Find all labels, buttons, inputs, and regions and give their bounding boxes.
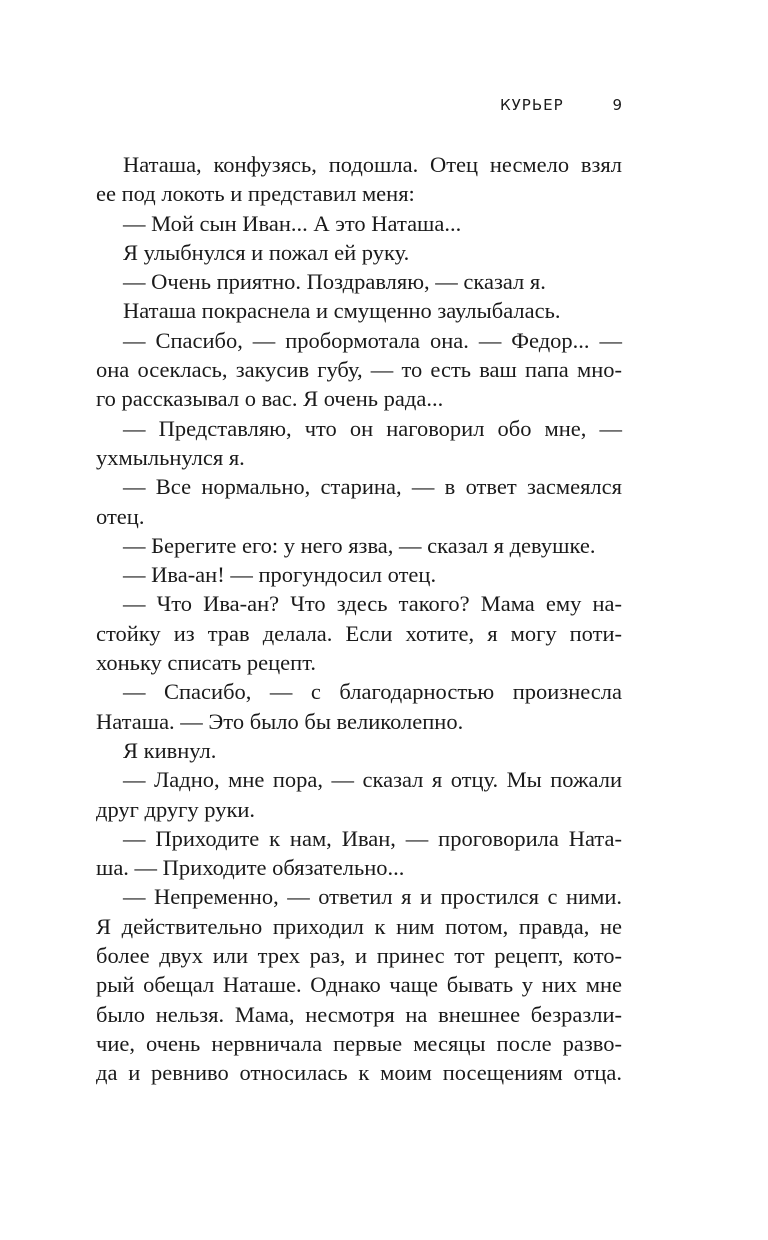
text-line: — Ива-ан! — прогундосил отец.: [123, 562, 437, 588]
text-line: друг другу руки.: [96, 796, 256, 822]
text-line: ухмыльнулся я.: [96, 444, 245, 470]
text-line: Я кивнул.: [123, 737, 217, 763]
text-line: — Очень приятно. Поздравляю, — сказал я.: [123, 269, 546, 295]
text-line: она осеклась, закусив губу, — то есть ваш папа мно-: [96, 357, 622, 383]
text-line: отец.: [96, 503, 145, 529]
text-line: хоньку списать рецепт.: [96, 650, 316, 676]
text-line: — Представляю, что он наговорил обо мне, —: [123, 415, 622, 441]
text-line: более двух или трех раз, и принес тот рецепт, кото-: [96, 943, 622, 969]
text-line: — Мой сын Иван... А это Наташа...: [123, 210, 462, 236]
text-line: — Спасибо, — с благодарностью произнесла: [123, 679, 622, 705]
text-line: Наташа покраснела и смущенно заулыбалась.: [123, 298, 561, 324]
text-line: Я улыбнулся и пожал ей руку.: [123, 239, 410, 265]
text-line: — Что Ива-ан? Что здесь такого? Мама ему на-: [123, 591, 622, 617]
page-number: 9: [612, 96, 622, 114]
running-title: КУРЬЕР: [500, 96, 564, 114]
running-head: [500, 96, 622, 118]
text-line: ша. — Приходите обязательно...: [96, 855, 405, 881]
text-line: го рассказывал о вас. Я очень рада...: [96, 386, 444, 412]
text-line: — Ладно, мне пора, — сказал я отцу. Мы пожали: [123, 767, 622, 793]
text-line: — Спасибо, — пробормотала она. — Федор... —: [123, 327, 622, 353]
text-line: — Берегите его: у него язва, — сказал я девушке.: [123, 532, 596, 558]
text-line: — Приходите к нам, Иван, — проговорила Ната-: [123, 825, 622, 851]
text-line: чие, очень нервничала первые месяцы после разво-: [96, 1030, 622, 1056]
text-line: ее под локоть и представил меня:: [96, 181, 415, 207]
text-line: рый обещал Наташе. Однако чаще бывать у них мне: [96, 972, 622, 998]
text-line: да и ревниво относилась к моим посещениям отца.: [96, 1060, 622, 1086]
text-line: — Непременно, — ответил я и простился с ними.: [123, 884, 622, 910]
text-line: Я действительно приходил к ним потом, правда, не: [96, 913, 622, 939]
body-text: [96, 150, 622, 1088]
text-line: Наташа. — Это было бы великолепно.: [96, 708, 464, 734]
text-line: стойку из трав делала. Если хотите, я могу поти-: [96, 620, 622, 646]
text-line: было нельзя. Мама, несмотря на внешнее безразли-: [96, 1001, 622, 1027]
text-line: — Все нормально, старина, — в ответ засмеялся: [123, 474, 622, 500]
text-line: Наташа, конфузясь, подошла. Отец несмело взял: [123, 152, 622, 177]
